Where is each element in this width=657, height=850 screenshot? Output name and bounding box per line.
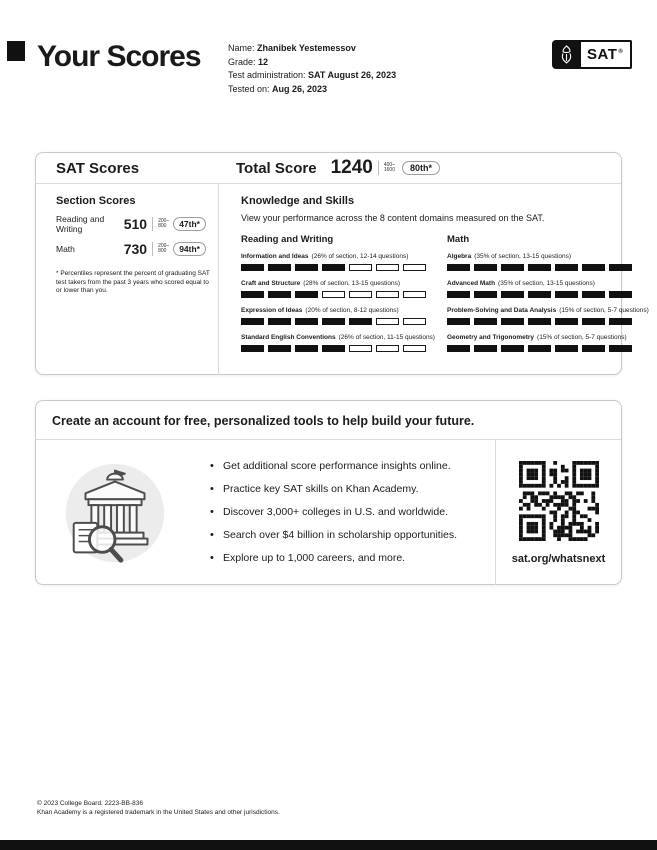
footer-trademark: Khan Academy is a registered trademark in the United States and other jurisdictions. (37, 809, 280, 816)
bar-segment-filled (609, 345, 632, 352)
bar-segment-filled (322, 264, 345, 271)
sat-logo-text: SAT ® (581, 40, 632, 69)
domain-score-bar (241, 345, 426, 352)
create-account-card (35, 400, 622, 585)
section-row-math (56, 241, 206, 257)
percentile-footnote: * Percentiles represent the percent of graduating SAT test takers from the past 3 years who scored equal to or lower than you. (56, 270, 210, 294)
sat-scores-card (35, 152, 649, 375)
domain-expression-of-ideas: Expression of Ideas (20% of section, 8-12 questions) (241, 307, 426, 325)
bar-segment-filled (474, 318, 497, 325)
info-name: Name: Zhanibek Yestemessov (228, 43, 356, 53)
print-mark-bottom (0, 840, 657, 850)
total-percentile-badge: 80th* (402, 161, 440, 175)
benefits-list (194, 455, 495, 570)
bar-segment-empty (376, 345, 399, 352)
domain-problem-solving-data-analysis: Problem-Solving and Data Analysis (15% of section, 5-7 questions) (447, 307, 632, 325)
bar-segment-filled (501, 291, 524, 298)
footer (37, 799, 280, 817)
bar-segment-filled (582, 264, 605, 271)
benefit-item: • Explore up to 1,000 careers, and more. (208, 547, 495, 570)
benefit-item: • Get additional score performance insights online. (208, 455, 495, 478)
student-info (228, 42, 396, 96)
bar-segment-filled (295, 264, 318, 271)
bar-segment-filled (501, 264, 524, 271)
bar-segment-filled (322, 345, 345, 352)
collegeboard-acorn-icon (552, 40, 581, 69)
knowledge-column-title: Reading and Writing (241, 234, 334, 245)
total-score-value: 1240 (330, 157, 373, 178)
section-name: Math (56, 244, 75, 254)
total-score-group (236, 157, 440, 179)
bar-segment-filled (268, 264, 291, 271)
section-scores-panel (36, 184, 219, 375)
bar-segment-empty (349, 291, 372, 298)
bar-segment-empty (403, 318, 426, 325)
domain-standard-english-conventions: Standard English Conventions (26% of section, 11-15 questions) (241, 334, 426, 352)
sat-logo (552, 40, 632, 69)
domain-score-bar (241, 264, 426, 271)
divider (152, 242, 153, 256)
bar-segment-filled (555, 345, 578, 352)
bar-segment-filled (582, 291, 605, 298)
info-test-administration: Test administration: SAT August 26, 2023 (228, 70, 397, 80)
bar-segment-filled (268, 345, 291, 352)
sat-scores-card-header (36, 153, 621, 184)
bar-segment-empty (349, 264, 372, 271)
bar-segment-empty (403, 264, 426, 271)
domain-score-bar (241, 291, 426, 298)
benefit-item: • Practice key SAT skills on Khan Academy. (208, 478, 495, 501)
qr-caption: sat.org/whatsnext (511, 552, 606, 565)
section-score: 730 (123, 241, 148, 257)
bar-segment-filled (582, 318, 605, 325)
bar-segment-filled (528, 318, 551, 325)
qr-panel (495, 440, 621, 585)
section-percentile-badge: 94th* (173, 242, 206, 256)
bar-segment-empty (403, 345, 426, 352)
bar-segment-filled (555, 291, 578, 298)
knowledge-column-math (447, 234, 649, 361)
section-scores-title: Section Scores (56, 195, 136, 207)
bar-segment-filled (268, 318, 291, 325)
create-account-title: Create an account for free, personalized tools to help build your future. (36, 401, 621, 440)
bar-segment-filled (295, 291, 318, 298)
bar-segment-filled (322, 318, 345, 325)
bar-segment-filled (501, 345, 524, 352)
bar-segment-filled (609, 291, 632, 298)
bar-segment-filled (447, 318, 470, 325)
knowledge-skills-subtitle: View your performance across the 8 content domains measured on the SAT. (241, 213, 545, 223)
section-score: 510 (123, 216, 148, 232)
bar-segment-filled (241, 345, 264, 352)
bar-segment-filled (447, 345, 470, 352)
bar-segment-filled (474, 264, 497, 271)
page-title: Your Scores (37, 40, 201, 73)
section-row-reading-writing (56, 214, 206, 234)
bar-segment-filled (582, 345, 605, 352)
section-percentile-badge: 47th* (173, 217, 206, 231)
sat-scores-title: SAT Scores (56, 159, 140, 177)
bar-segment-filled (474, 291, 497, 298)
domain-information-and-ideas: Information and Ideas (26% of section, 12-14 questions) (241, 253, 426, 271)
divider (378, 161, 379, 175)
bar-segment-filled (528, 291, 551, 298)
info-grade: Grade: 12 (228, 56, 269, 67)
knowledge-skills-title: Knowledge and Skills (241, 195, 355, 207)
bar-segment-empty (376, 291, 399, 298)
total-score-label: Total Score (236, 159, 317, 177)
domain-advanced-math: Advanced Math (35% of section, 13-15 questions) (447, 280, 632, 298)
qr-code (519, 461, 599, 541)
bar-segment-filled (447, 264, 470, 271)
bar-segment-filled (241, 264, 264, 271)
bar-segment-filled (528, 264, 551, 271)
bar-segment-filled (268, 291, 291, 298)
bar-segment-filled (241, 318, 264, 325)
benefit-item: • Search over $4 billion in scholarship opportunities. (208, 524, 495, 547)
knowledge-column-reading-writing (241, 234, 435, 361)
benefit-item: • Discover 3,000+ colleges in U.S. and worldwide. (208, 501, 495, 524)
footer-copyright: © 2023 College Board. 2223-BB-836 (37, 800, 143, 807)
bar-segment-filled (555, 264, 578, 271)
bar-segment-filled (241, 291, 264, 298)
domain-craft-and-structure: Craft and Structure (28% of section, 13-15 questions) (241, 280, 426, 298)
bar-segment-empty (349, 345, 372, 352)
bar-segment-filled (501, 318, 524, 325)
section-score-range: 200– 800 (158, 242, 170, 254)
bar-segment-filled (555, 318, 578, 325)
domain-score-bar (241, 318, 426, 325)
bar-segment-filled (609, 264, 632, 271)
bar-segment-filled (295, 345, 318, 352)
bar-segment-empty (376, 264, 399, 271)
bar-segment-filled (295, 318, 318, 325)
total-score-range: 400– 1600 (383, 161, 395, 173)
domain-algebra: Algebra (35% of section, 13-15 questions) (447, 253, 632, 271)
knowledge-skills-panel (219, 184, 649, 375)
domain-score-bar (447, 318, 632, 325)
knowledge-column-title: Math (447, 234, 470, 245)
bar-segment-filled (609, 318, 632, 325)
bar-segment-filled (349, 318, 372, 325)
info-tested-on: Tested on: Aug 26, 2023 (228, 83, 328, 94)
bar-segment-empty (403, 291, 426, 298)
bar-segment-filled (528, 345, 551, 352)
domain-score-bar (447, 345, 632, 352)
bar-segment-filled (447, 291, 470, 298)
bar-segment-empty (376, 318, 399, 325)
section-name: Reading and Writing (56, 214, 105, 234)
print-mark-top-left (7, 41, 25, 61)
college-building-illustration (36, 454, 194, 572)
domain-geometry-trigonometry: Geometry and Trigonometry (15% of section, 5-7 questions) (447, 334, 632, 352)
domain-score-bar (447, 291, 632, 298)
section-score-range: 200– 800 (158, 217, 170, 229)
bar-segment-filled (474, 345, 497, 352)
domain-score-bar (447, 264, 632, 271)
divider (152, 217, 153, 231)
bar-segment-empty (322, 291, 345, 298)
